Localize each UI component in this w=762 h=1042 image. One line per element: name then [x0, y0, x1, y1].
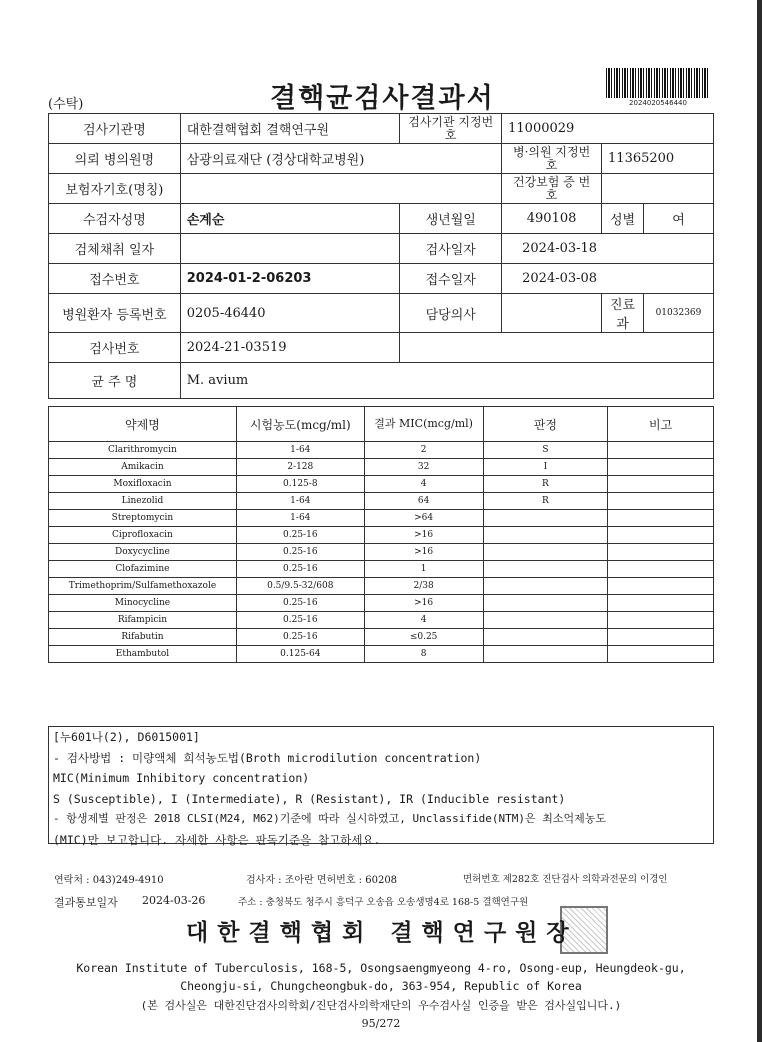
test-no-value: 2024-21-03519 — [180, 333, 400, 363]
drug-cell-note — [608, 510, 714, 527]
drug-row — [49, 476, 714, 493]
receipt-no-value: 2024-01-2-06203 — [180, 264, 400, 294]
drug-cell-drug: Clofazimine — [49, 561, 237, 578]
note-line: (MIC)만 보고합니다. 자세한 사항은 판독기준을 참고하세요. — [53, 832, 381, 847]
doctor-label: 담당의사 — [400, 294, 502, 333]
drug-row — [49, 612, 714, 629]
drug-cell-mic: >16 — [364, 595, 483, 612]
drug-cell-conc: 0.125-8 — [236, 476, 364, 493]
drug-cell-note — [608, 646, 714, 663]
insured-value — [180, 174, 501, 204]
drug-cell-note — [608, 629, 714, 646]
drug-cell-note — [608, 595, 714, 612]
drug-header: 약제명 — [49, 407, 237, 442]
judge-header: 판정 — [483, 407, 608, 442]
drug-cell-judge — [483, 629, 608, 646]
drug-cell-conc: 0.5/9.5-32/608 — [236, 578, 364, 595]
drug-cell-drug: Linezolid — [49, 493, 237, 510]
patient-value: 손계순 — [180, 204, 400, 234]
note-line: - 항생제별 판정은 2018 CLSI(M24, M62)기준에 따라 실시하였고, Unclassifide(NTM)은 최소억제농도 — [53, 812, 607, 825]
drug-cell-drug: Trimethoprim/Sulfamethoxazole — [49, 578, 237, 595]
drug-cell-drug: Streptomycin — [49, 510, 237, 527]
drug-cell-note — [608, 459, 714, 476]
drug-cell-conc: 0.25-16 — [236, 527, 364, 544]
drug-cell-judge — [483, 646, 608, 663]
drug-cell-conc: 0.25-16 — [236, 612, 364, 629]
drug-cell-mic: 64 — [364, 493, 483, 510]
inst-value: 대한결핵협회 결핵연구원 — [180, 114, 400, 144]
copy-label: (수탁) — [48, 97, 84, 112]
drug-cell-judge — [483, 612, 608, 629]
drug-cell-judge: R — [483, 476, 608, 493]
drug-cell-judge — [483, 544, 608, 561]
drug-cell-conc: 0.25-16 — [236, 544, 364, 561]
patient-info-table — [48, 113, 714, 399]
certification-note: (본 검사실은 대한진단검사의학회/진단검사의학재단의 우수검사실 인증을 받은 검사실입니다.) — [140, 999, 622, 1012]
health-label: 건강보험 증 번 호 — [502, 174, 602, 204]
test-no-label: 검사번호 — [49, 333, 181, 363]
req-value: 삼광의료재단 (경상대학교병원) — [180, 144, 501, 174]
license: 면허번호 제282호 진단검사 의학과전문의 이경인 — [463, 874, 668, 885]
strain-label: 균 주 명 — [49, 363, 181, 399]
dept-value: 01032369 — [643, 294, 713, 333]
drug-cell-conc: 0.125-64 — [236, 646, 364, 663]
scan-edge — [757, 0, 762, 1042]
drug-cell-drug: Clarithromycin — [49, 442, 237, 459]
drug-row — [49, 595, 714, 612]
collect-label: 검체채취 일자 — [49, 234, 181, 264]
drug-cell-conc: 1-64 — [236, 442, 364, 459]
drug-cell-drug: Ciprofloxacin — [49, 527, 237, 544]
note-line: MIC(Minimum Inhibitory concentration) — [53, 771, 310, 785]
inst-label: 검사기관명 — [49, 114, 181, 144]
receipt-date-value: 2024-03-08 — [502, 264, 714, 294]
drug-cell-drug: Amikacin — [49, 459, 237, 476]
receipt-date-label: 접수일자 — [400, 264, 502, 294]
test-date-value: 2024-03-18 — [502, 234, 714, 264]
drug-cell-mic: >16 — [364, 527, 483, 544]
dept-label: 진료과 — [602, 294, 644, 333]
health-value — [602, 174, 714, 204]
req-label: 의뢰 병의원명 — [49, 144, 181, 174]
insured-label: 보험자기호(명칭) — [49, 174, 181, 204]
barcode — [606, 68, 710, 98]
drug-row — [49, 527, 714, 544]
document-title: 결핵균검사결과서 — [270, 83, 495, 114]
drug-row — [49, 442, 714, 459]
drug-row — [49, 629, 714, 646]
inst-no-value: 11000029 — [502, 114, 714, 144]
drug-cell-mic: 2 — [364, 442, 483, 459]
note-line: - 검사방법 : 미량액체 희석농도법(Broth microdilution concentration) — [53, 750, 482, 765]
drug-cell-judge — [483, 527, 608, 544]
drug-cell-mic: >16 — [364, 544, 483, 561]
drug-cell-judge: S — [483, 442, 608, 459]
receipt-no-label: 접수번호 — [49, 264, 181, 294]
sex-value: 여 — [643, 204, 713, 234]
drug-row — [49, 459, 714, 476]
notes-box — [48, 726, 714, 847]
note-header: 비고 — [608, 407, 714, 442]
test-date-label: 검사일자 — [400, 234, 502, 264]
drug-cell-mic: 1 — [364, 561, 483, 578]
drug-cell-mic: 2/38 — [364, 578, 483, 595]
drug-cell-mic: 4 — [364, 612, 483, 629]
birth-value: 490108 — [502, 204, 602, 234]
english-address-line1: Korean Institute of Tuberculosis, 168-5, Osongsaengmyeong 4-ro, Osong-eup, Heungdeok-gu, — [76, 961, 686, 975]
drug-cell-conc: 0.25-16 — [236, 595, 364, 612]
patient-label: 수검자성명 — [49, 204, 181, 234]
drug-cell-drug: Ethambutol — [49, 646, 237, 663]
drug-cell-drug: Doxycycline — [49, 544, 237, 561]
drug-cell-note — [608, 442, 714, 459]
drug-cell-drug: Minocycline — [49, 595, 237, 612]
drug-row — [49, 561, 714, 578]
drug-cell-note — [608, 612, 714, 629]
drug-cell-note — [608, 578, 714, 595]
drug-cell-conc: 1-64 — [236, 493, 364, 510]
drug-cell-note — [608, 544, 714, 561]
drug-cell-note — [608, 527, 714, 544]
test-no-blank — [400, 333, 714, 363]
drug-cell-mic: >64 — [364, 510, 483, 527]
drug-cell-conc: 0.25-16 — [236, 561, 364, 578]
drug-cell-drug: Rifampicin — [49, 612, 237, 629]
examiner: 검사자 : 조아란 면허번호 : 60208 — [246, 875, 398, 886]
mic-header: 결과 MIC(mcg/ml) — [364, 407, 483, 442]
collect-value — [180, 234, 400, 264]
drug-row — [49, 646, 714, 663]
drug-row — [49, 493, 714, 510]
barcode-number: 2024020546440 — [629, 99, 687, 107]
drug-cell-drug: Rifabutin — [49, 629, 237, 646]
english-address-line2: Cheongju-si, Chungcheongbuk-do, 363-954, Republic of Korea — [180, 979, 582, 993]
drug-cell-judge — [483, 595, 608, 612]
drug-cell-judge — [483, 561, 608, 578]
drug-cell-conc: 1-64 — [236, 510, 364, 527]
birth-label: 생년월일 — [400, 204, 502, 234]
report-date-label: 결과통보일자 — [54, 896, 118, 909]
strain-value: M. avium — [180, 363, 713, 399]
doctor-value — [502, 294, 602, 333]
drug-cell-judge — [483, 510, 608, 527]
drug-cell-judge: I — [483, 459, 608, 476]
note-line: S (Susceptible), I (Intermediate), R (Resistant), IR (Inducible resistant) — [53, 791, 566, 806]
drug-cell-conc: 0.25-16 — [236, 629, 364, 646]
inst-no-label: 검사기관 지정번호 — [400, 114, 502, 144]
reg-label: 병원환자 등록번호 — [49, 294, 181, 333]
note-line: [누601나(2), D6015001] — [53, 730, 200, 744]
report-date: 2024-03-26 — [142, 894, 206, 907]
drug-cell-mic: 32 — [364, 459, 483, 476]
hosp-no-label: 병·의원 지정번호 — [502, 144, 602, 174]
conc-header: 시험농도(mcg/ml) — [236, 407, 364, 442]
drug-cell-drug: Moxifloxacin — [49, 476, 237, 493]
drug-cell-note — [608, 561, 714, 578]
drug-row — [49, 544, 714, 561]
reg-value: 0205-46440 — [180, 294, 400, 333]
drug-row — [49, 578, 714, 595]
sex-label: 성별 — [602, 204, 644, 234]
drug-cell-note — [608, 493, 714, 510]
address: 주소 : 충청북도 청주시 흥덕구 오송읍 오송생명4로 168-5 결핵연구원 — [238, 897, 529, 908]
drug-row — [49, 510, 714, 527]
drug-cell-conc: 2-128 — [236, 459, 364, 476]
drug-susceptibility-table — [48, 406, 714, 663]
drug-cell-mic: ≤0.25 — [364, 629, 483, 646]
drug-cell-mic: 8 — [364, 646, 483, 663]
drug-cell-note — [608, 476, 714, 493]
contact: 연락처 : 043)249-4910 — [54, 875, 164, 886]
institute-name: 대한결핵협회 결핵연구원장 — [186, 920, 578, 946]
drug-cell-mic: 4 — [364, 476, 483, 493]
hosp-no-value: 11365200 — [602, 144, 714, 174]
drug-cell-judge: R — [483, 493, 608, 510]
drug-cell-judge — [483, 578, 608, 595]
page-number: 95/272 — [361, 1017, 401, 1030]
